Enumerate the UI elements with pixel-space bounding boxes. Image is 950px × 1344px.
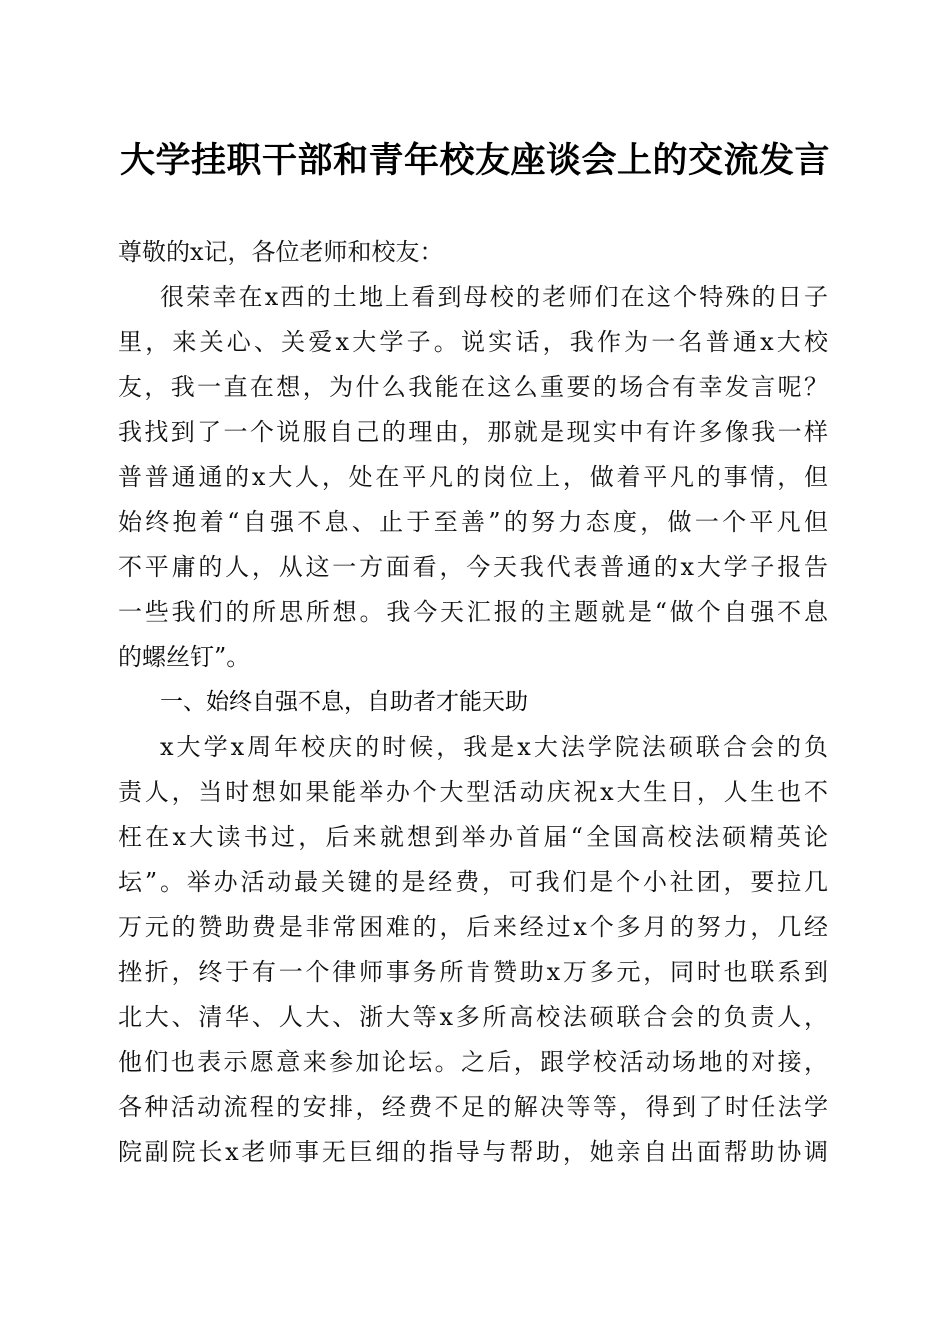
paragraph-line: 普普通通的x大人，处在平凡的岗位上，做着平凡的事情，但 bbox=[118, 463, 828, 491]
paragraph-line: 的螺丝钉”。 bbox=[118, 643, 251, 671]
document-title: 大学挂职干部和青年校友座谈会上的交流发言 bbox=[119, 140, 830, 181]
paragraph-line: 友，我一直在想，为什么我能在这么重要的场合有幸发言呢？ bbox=[118, 373, 828, 401]
paragraph-line: 院副院长x老师事无巨细的指导与帮助，她亲自出面帮助协调 bbox=[118, 1138, 828, 1166]
paragraph-line: 很荣幸在x西的土地上看到母校的老师们在这个特殊的日子 bbox=[160, 283, 828, 311]
paragraph-line: 里，来关心、关爱x大学子。说实话，我作为一名普通x大校 bbox=[118, 328, 828, 356]
document-body bbox=[118, 230, 828, 1175]
paragraph-line: 各种活动流程的安排，经费不足的解决等等，得到了时任法学 bbox=[118, 1093, 828, 1121]
paragraph-line: 不平庸的人，从这一方面看，今天我代表普通的x大学子报告 bbox=[118, 553, 828, 581]
paragraph-line: 万元的赞助费是非常困难的，后来经过x个多月的努力，几经 bbox=[118, 913, 828, 941]
paragraph-line: x大学x周年校庆的时候，我是x大法学院法硕联合会的负 bbox=[160, 733, 828, 761]
salutation: 尊敬的x记，各位老师和校友： bbox=[118, 238, 444, 266]
paragraph-line: 责人，当时想如果能举办个大型活动庆祝x大生日，人生也不 bbox=[118, 778, 828, 806]
paragraph-line: 枉在x大读书过，后来就想到举办首届“全国高校法硕精英论 bbox=[118, 823, 828, 851]
paragraph-line: 他们也表示愿意来参加论坛。之后，跟学校活动场地的对接， bbox=[118, 1048, 828, 1076]
paragraph-line: 我找到了一个说服自己的理由，那就是现实中有许多像我一样 bbox=[118, 418, 828, 446]
paragraph-line: 始终抱着“自强不息、止于至善”的努力态度，做一个平凡但 bbox=[118, 508, 828, 536]
section-heading: 一、始终自强不息，自助者才能天助 bbox=[160, 689, 528, 715]
paragraph-line: 北大、清华、人大、浙大等x多所高校法硕联合会的负责人， bbox=[118, 1003, 828, 1031]
paragraph-line: 挫折，终于有一个律师事务所肯赞助x万多元，同时也联系到 bbox=[118, 958, 828, 986]
paragraph-line: 坛”。举办活动最关键的是经费，可我们是个小社团，要拉几 bbox=[118, 868, 828, 896]
paragraph-line: 一些我们的所思所想。我今天汇报的主题就是“做个自强不息 bbox=[118, 598, 828, 626]
